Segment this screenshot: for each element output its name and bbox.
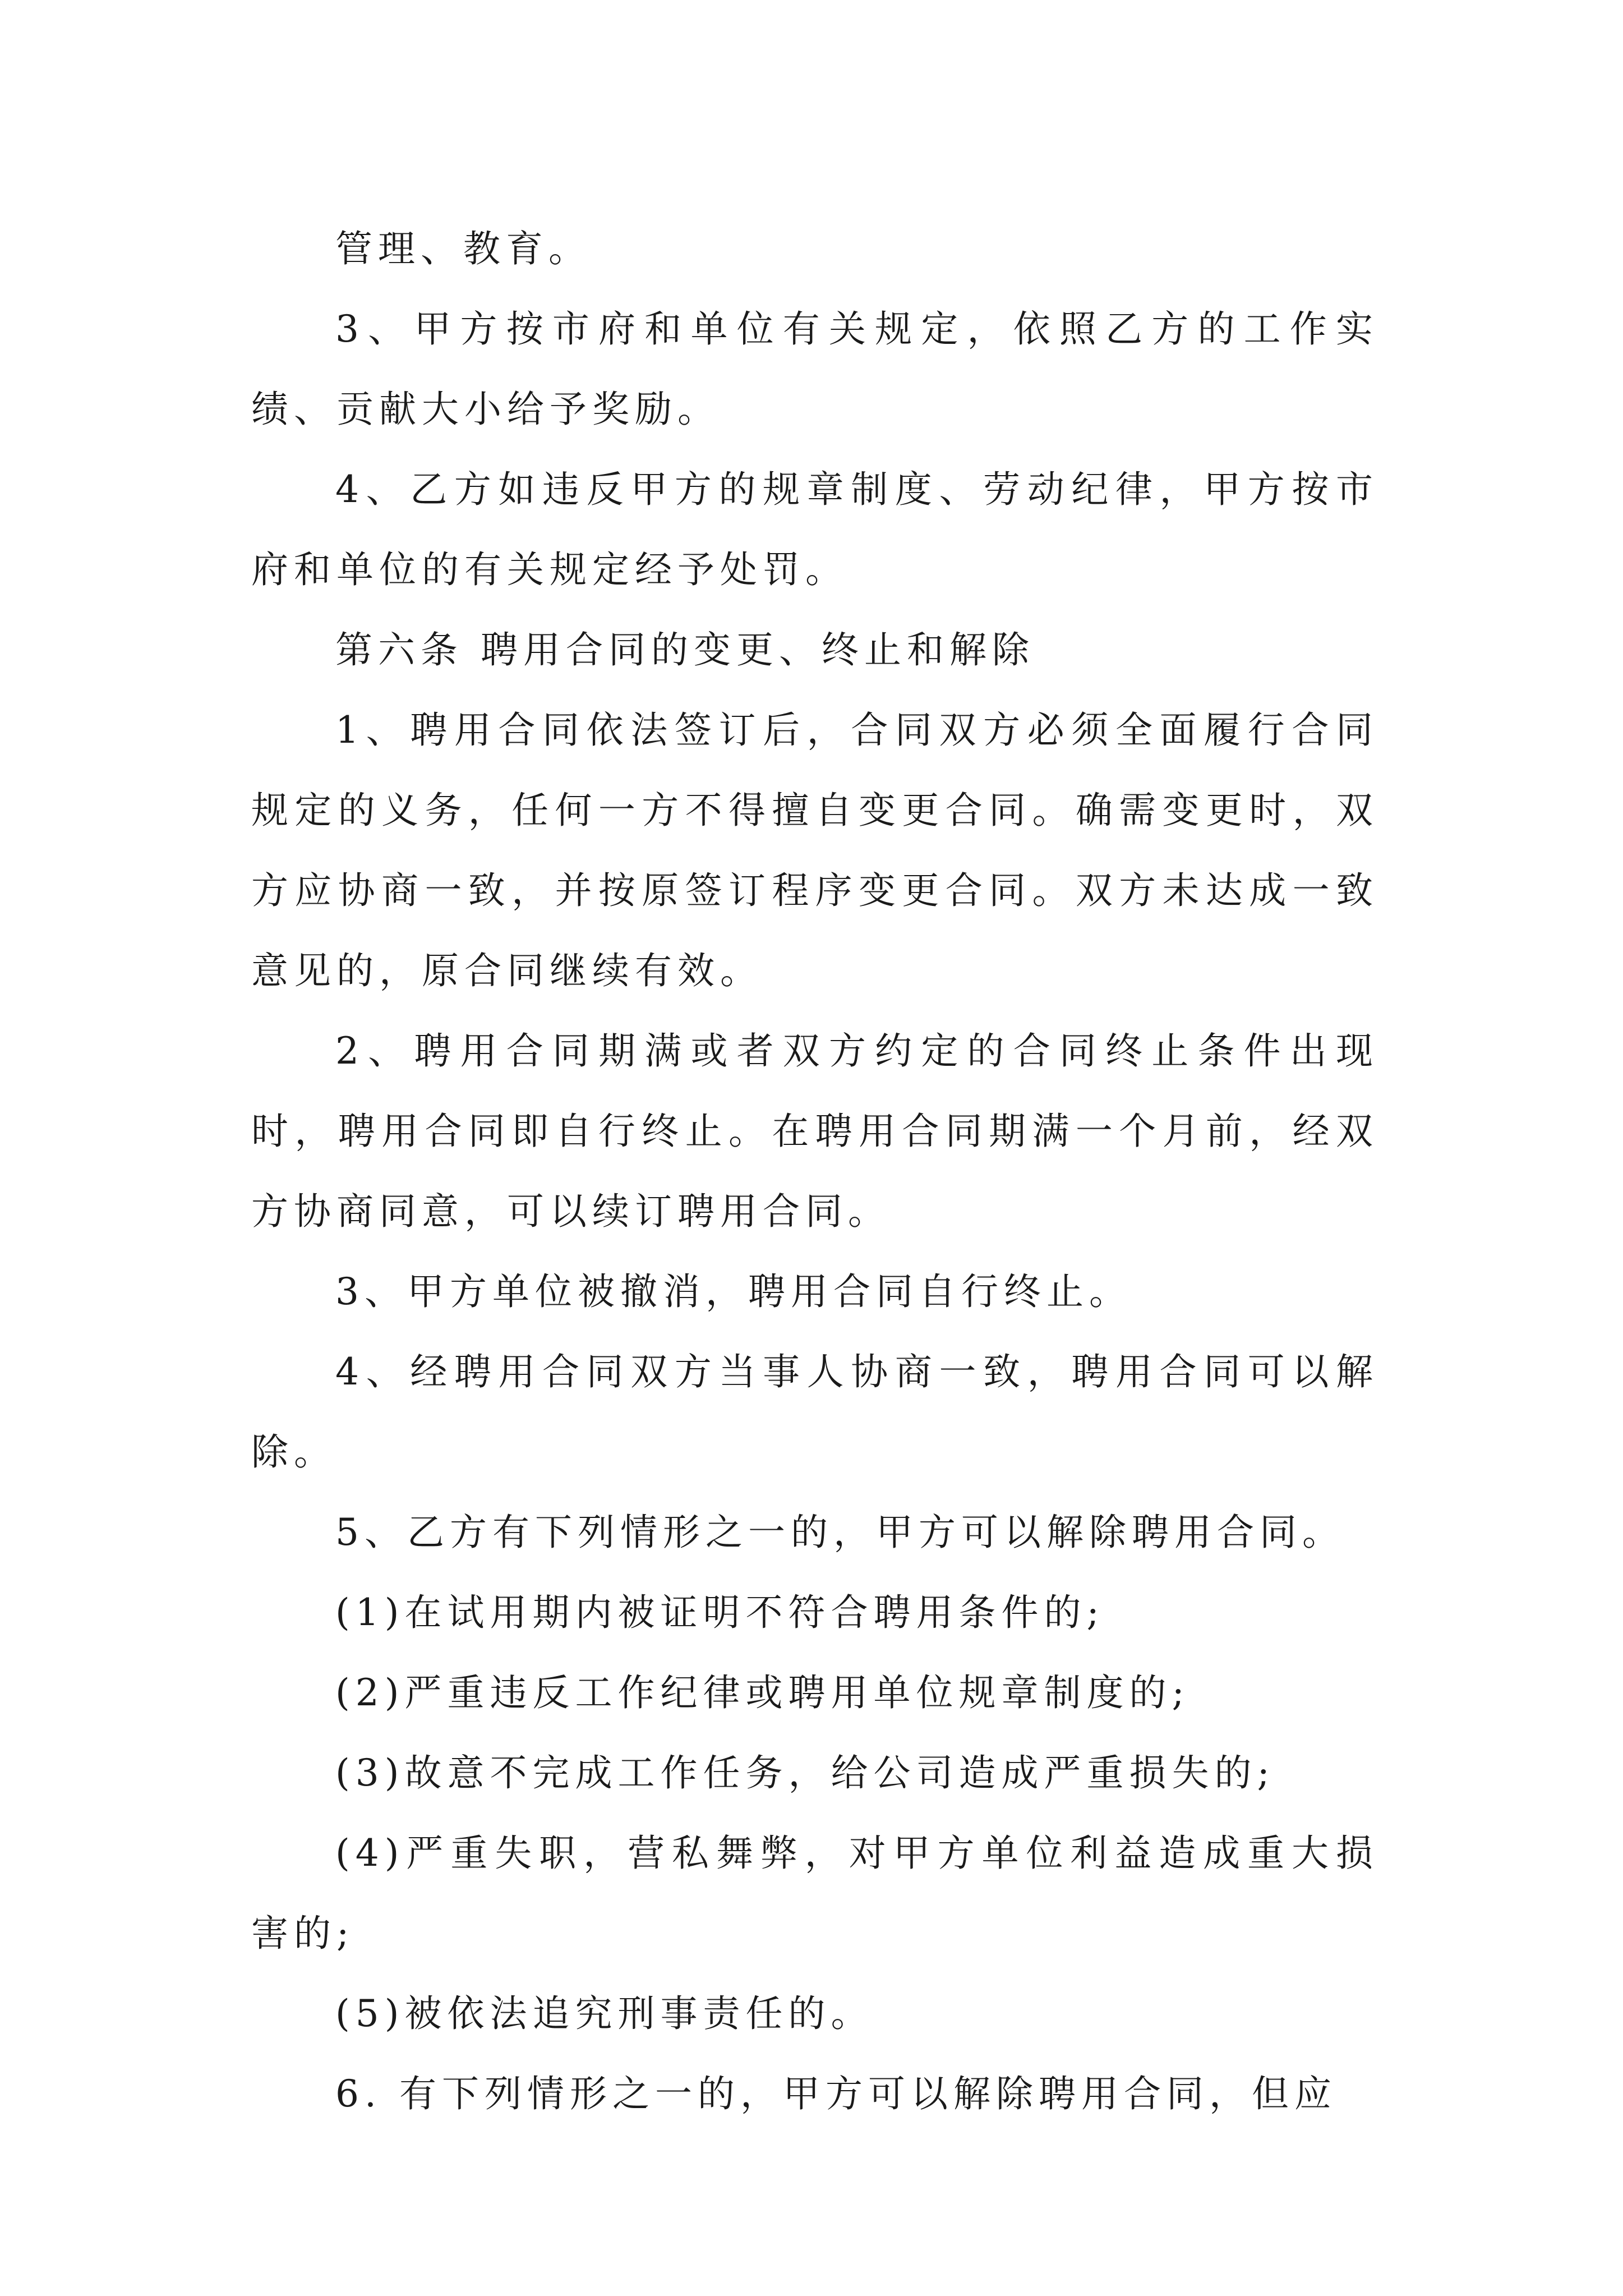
list-item-5: (5)被依法追究刑事责任的。 <box>335 1992 874 2035</box>
document-body <box>251 209 1378 2134</box>
list-item-1: (1)在试用期内被证明不符合聘用条件的; <box>335 1591 1105 1634</box>
paragraph-7: 3、甲方单位被撤消，聘用合同自行终止。 <box>335 1270 1132 1313</box>
section-heading-article-6: 第六条 聘用合同的变更、终止和解除 <box>335 628 1035 671</box>
paragraph-9: 5、乙方有下列情形之一的，甲方可以解除聘用合同。 <box>335 1511 1345 1554</box>
paragraph-5: 1、聘用合同依法签订后，合同双方必须全面履行合同规定的义务，任何一方不得擅自变更合同。确需变更时，双方应协商一致，并按原签订程序变更合同。双方未达成一致意见的，原合同继续有效。 <box>251 708 1378 992</box>
list-item-2: (2)严重违反工作纪律或聘用单位规章制度的; <box>335 1671 1190 1714</box>
paragraph-6: 2、聘用合同期满或者双方约定的合同终止条件出现时，聘用合同即自行终止。在聘用合同期满一个月前，经双方协商同意，可以续订聘用合同。 <box>251 1029 1378 1233</box>
paragraph-8: 4、经聘用合同双方当事人协商一致，聘用合同可以解除。 <box>251 1350 1378 1474</box>
paragraph-3: 4、乙方如违反甲方的规章制度、劳动纪律，甲方按市府和单位的有关规定经予处罚。 <box>251 468 1378 591</box>
paragraph-1: 管理、教育。 <box>335 227 591 270</box>
paragraph-15: 6. 有下列情形之一的，甲方可以解除聘用合同，但应 <box>335 2072 1337 2115</box>
paragraph-2: 3、甲方按市府和单位有关规定，依照乙方的工作实绩、贡献大小给予奖励。 <box>251 307 1378 431</box>
list-item-4: (4)严重失职，营私舞弊，对甲方单位利益造成重大损害的; <box>251 1832 1378 1955</box>
list-item-3: (3)故意不完成工作任务，给公司造成严重损失的; <box>335 1751 1275 1795</box>
